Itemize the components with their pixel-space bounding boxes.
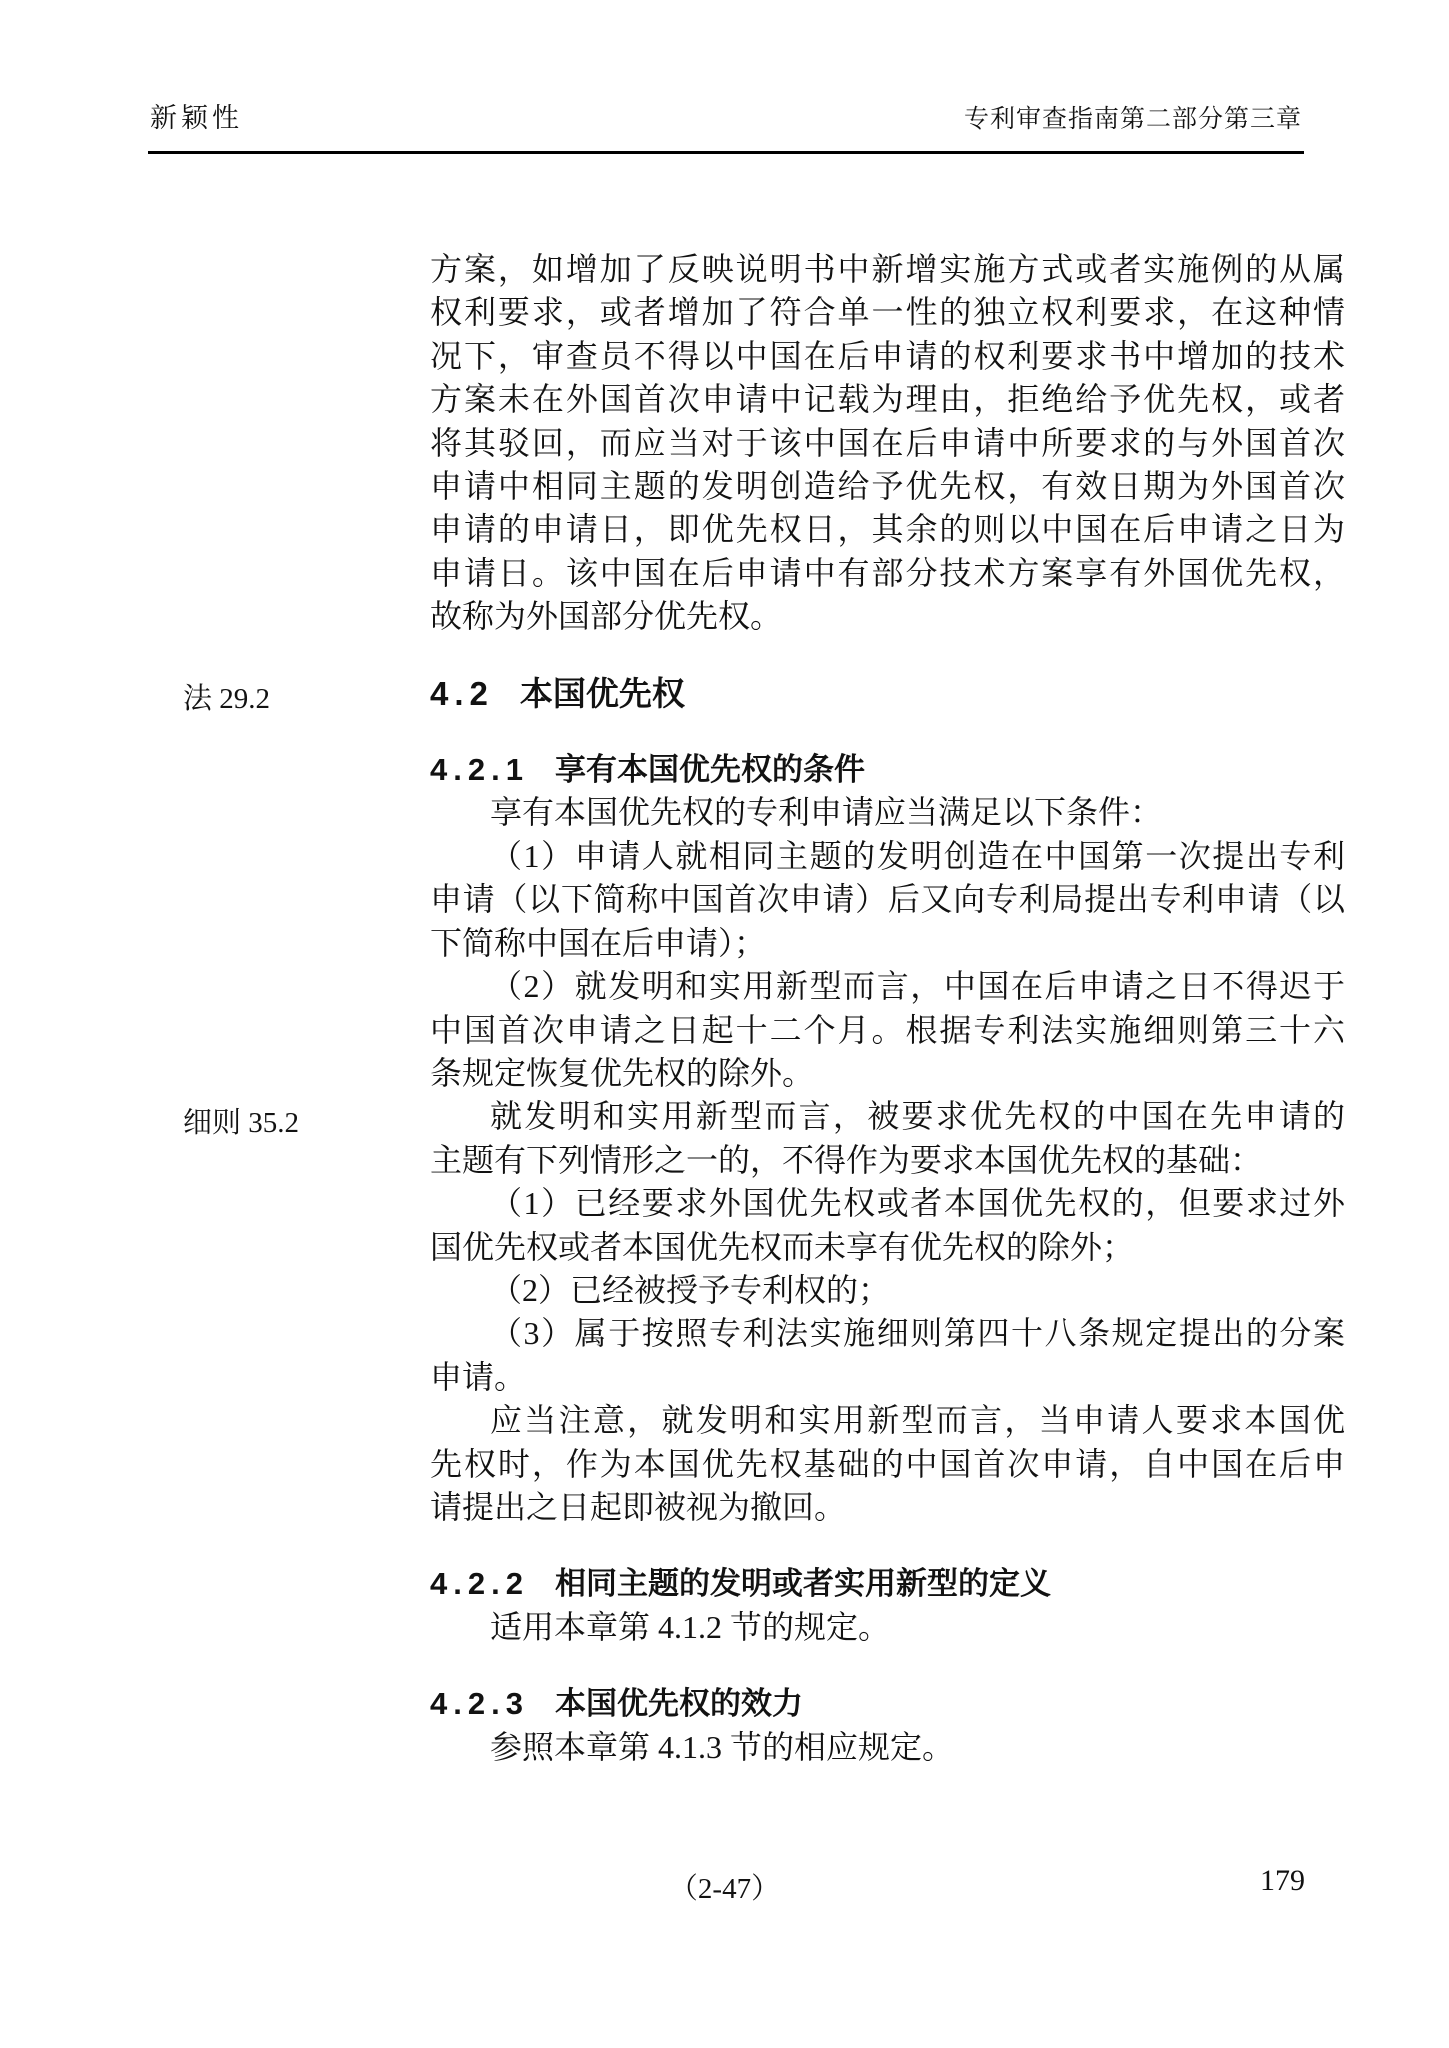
body-line: 就发明和实用新型而言，被要求优先权的中国在先申请的	[490, 1098, 1345, 1135]
document-body	[430, 248, 1345, 1769]
body-line: 享有本国优先权的专利申请应当满足以下条件：	[490, 794, 1163, 831]
body-line: （1）申请人就相同主题的发明创造在中国第一次提出专利	[490, 837, 1345, 874]
running-header	[150, 96, 1302, 135]
body-line: （3）属于按照专利法实施细则第四十八条规定提出的分案	[490, 1315, 1345, 1352]
body-line: 将其驳回，而应当对于该中国在后申请中所要求的与外国首次	[430, 424, 1345, 461]
body-line: 申请（以下简称中国首次申请）后又向专利局提出专利申请（以	[430, 881, 1345, 918]
section-heading-4.2.1	[430, 748, 1345, 791]
margin-note-law-29-2: 法 29.2	[183, 683, 271, 715]
body-line: 申请日。该中国在后申请中有部分技术方案享有外国优先权，	[430, 554, 1345, 591]
footer-page-number: 179	[1260, 1864, 1305, 1897]
section-number: 4.2.2	[430, 1566, 529, 1602]
body-line: 申请。	[430, 1358, 527, 1395]
section-number: 4.2	[430, 674, 494, 712]
body-line: 先权时，作为本国优先权基础的中国首次申请，自中国在后申	[430, 1445, 1345, 1482]
body-line: 请提出之日起即被视为撤回。	[430, 1488, 847, 1525]
body-line: 适用本章第 4.1.2 节的规定。	[490, 1608, 891, 1645]
margin-note-rule-35-2: 细则 35.2	[183, 1107, 300, 1139]
body-line: 条规定恢复优先权的除外。	[430, 1054, 815, 1091]
section-title: 享有本国优先权的条件	[554, 752, 865, 788]
section-title: 本国优先权的效力	[554, 1686, 803, 1722]
section-title: 本国优先权	[519, 674, 685, 712]
section-heading-4.2	[430, 672, 1345, 715]
section-title: 相同主题的发明或者实用新型的定义	[554, 1566, 1051, 1602]
body-line: 权利要求，或者增加了符合单一性的独立权利要求，在这种情	[430, 294, 1345, 331]
body-line: 中国首次申请之日起十二个月。根据专利法实施细则第三十六	[430, 1011, 1345, 1048]
body-line: 况下，审查员不得以中国在后申请的权利要求书中增加的技术	[430, 337, 1345, 374]
body-line: （1）已经要求外国优先权或者本国优先权的，但要求过外	[490, 1185, 1345, 1222]
header-rule	[148, 151, 1304, 154]
running-header-document-title: 专利审查指南第二部分第三章	[963, 106, 1302, 133]
body-line: 应当注意，就发明和实用新型而言，当申请人要求本国优	[490, 1402, 1345, 1439]
body-line: 方案未在外国首次申请中记载为理由，拒绝给予优先权，或者	[430, 381, 1345, 418]
body-line: 申请中相同主题的发明创造给予优先权，有效日期为外国首次	[430, 468, 1345, 505]
running-header-section-title: 新颖性	[150, 103, 243, 133]
section-number: 4.2.3	[430, 1686, 529, 1722]
body-line: （2）就发明和实用新型而言，中国在后申请之日不得迟于	[490, 968, 1345, 1005]
section-heading-4.2.2	[430, 1562, 1345, 1605]
body-line: 参照本章第 4.1.3 节的相应规定。	[490, 1728, 955, 1765]
body-line: 故称为外国部分优先权。	[430, 598, 783, 635]
section-heading-4.2.3	[430, 1682, 1345, 1725]
body-line: 方案，如增加了反映说明书中新增实施方式或者实施例的从属	[430, 251, 1345, 287]
body-line: 国优先权或者本国优先权而未享有优先权的除外；	[430, 1228, 1135, 1265]
body-line: 申请的申请日，即优先权日，其余的则以中国在后申请之日为	[430, 511, 1345, 548]
body-line: （2）已经被授予专利权的；	[490, 1271, 891, 1308]
body-line: 下简称中国在后申请）；	[430, 924, 767, 961]
footer-section-page-label: （2-47）	[668, 1873, 781, 1905]
section-number: 4.2.1	[430, 752, 529, 788]
body-line: 主题有下列情形之一的，不得作为要求本国优先权的基础：	[430, 1141, 1263, 1178]
